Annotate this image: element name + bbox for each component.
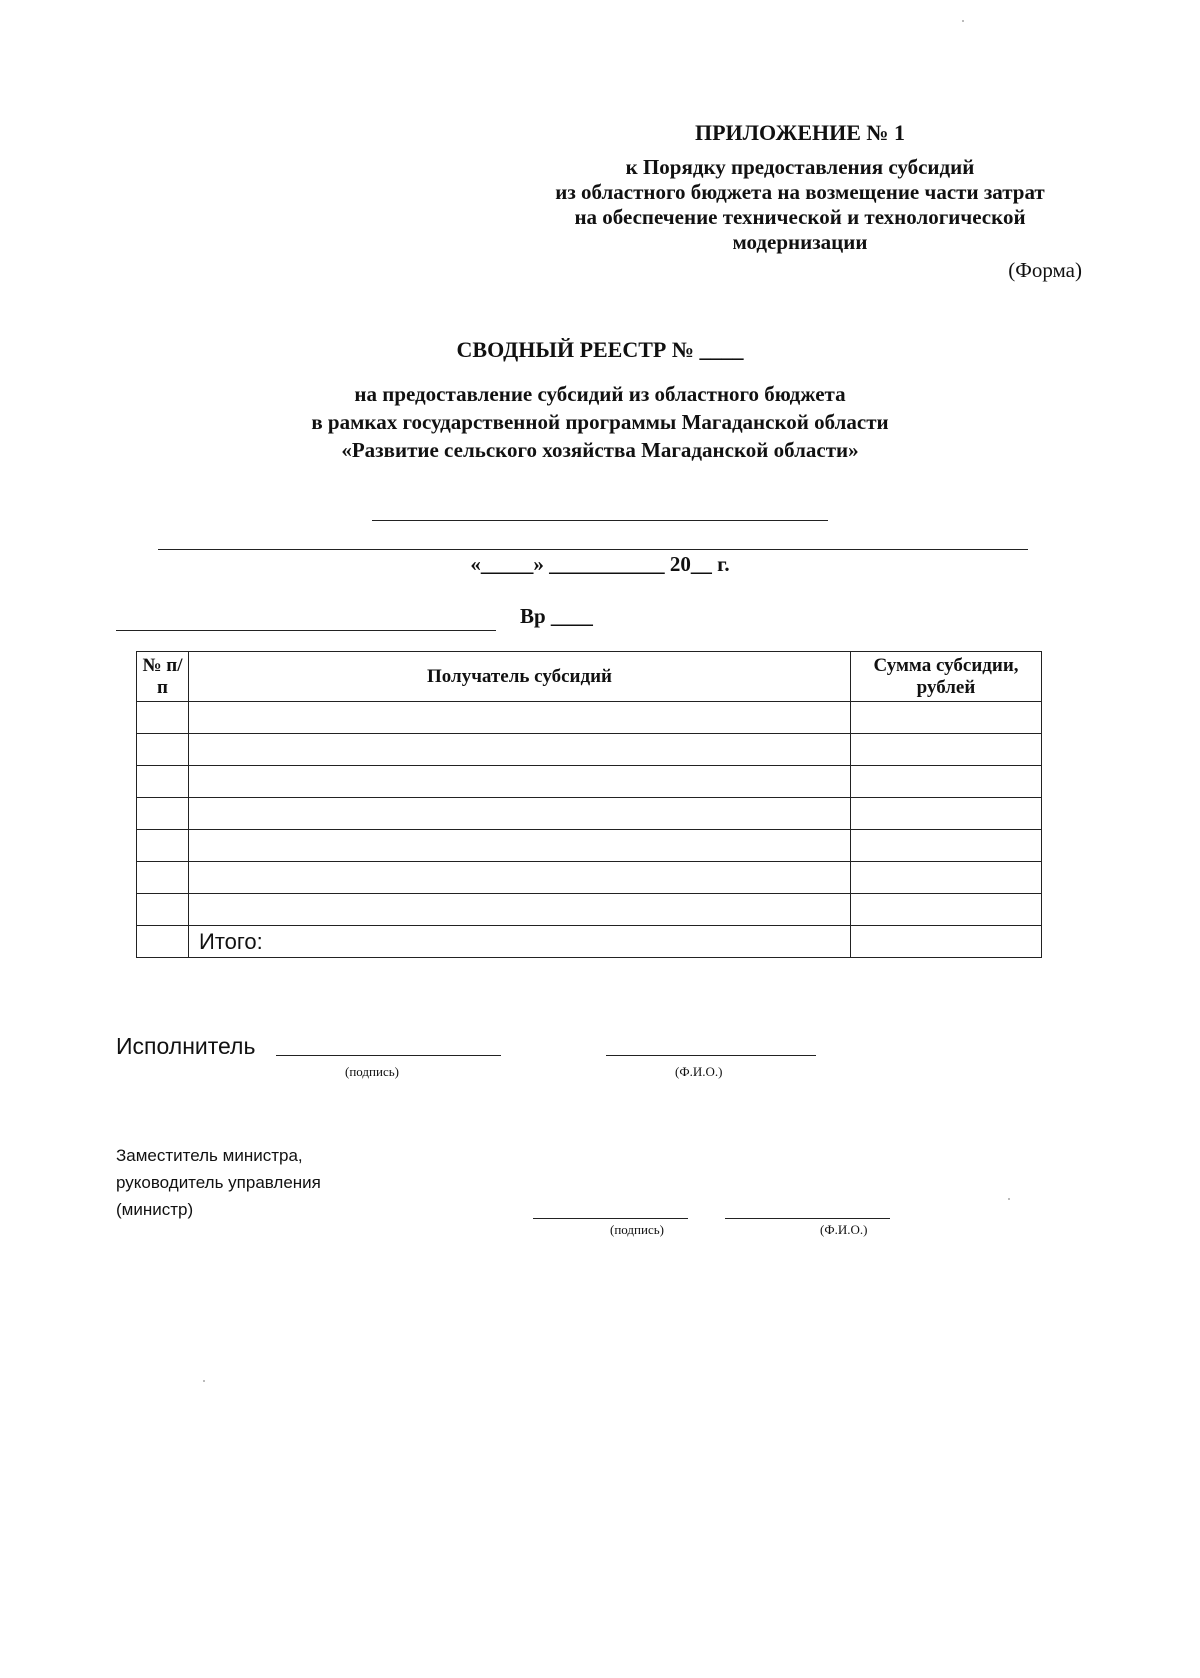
- appendix-subtitle-line: модернизации: [732, 230, 868, 254]
- table-cell[interactable]: [189, 894, 851, 926]
- table-row: [137, 894, 1042, 926]
- table-cell[interactable]: [137, 894, 189, 926]
- col-header-amount: Сумма субсидии, рублей: [851, 652, 1042, 702]
- table-cell[interactable]: [137, 862, 189, 894]
- table-cell[interactable]: [189, 734, 851, 766]
- table-row: [137, 734, 1042, 766]
- blank-line-wide: [158, 549, 1028, 550]
- table-cell[interactable]: [189, 798, 851, 830]
- executor-name-caption: (Ф.И.О.): [675, 1064, 723, 1079]
- table-cell[interactable]: [851, 830, 1042, 862]
- deputy-name-caption: (Ф.И.О.): [820, 1222, 868, 1237]
- deputy-signature-line[interactable]: [533, 1218, 688, 1219]
- table-row: [137, 830, 1042, 862]
- table-cell[interactable]: [851, 798, 1042, 830]
- registry-subtitle-line: «Развитие сельского хозяйства Магаданской области»: [341, 438, 859, 462]
- table-row: [137, 702, 1042, 734]
- table-cell[interactable]: [137, 766, 189, 798]
- table-row: [137, 766, 1042, 798]
- table-cell[interactable]: [189, 702, 851, 734]
- date-row: «_____» ___________ 20__ г.: [470, 552, 730, 576]
- scan-speck: [1008, 1198, 1010, 1200]
- executor-signature-caption: (подпись): [345, 1064, 399, 1079]
- executor-signature-line[interactable]: [276, 1055, 501, 1056]
- total-amount-cell[interactable]: [851, 926, 1042, 958]
- table-cell[interactable]: [851, 734, 1042, 766]
- table-cell[interactable]: [189, 862, 851, 894]
- registry-subtitle: [150, 380, 1050, 464]
- blank-line-top: [372, 520, 828, 521]
- form-label: (Форма): [1008, 258, 1082, 282]
- deputy-name-line[interactable]: [725, 1218, 890, 1219]
- blank-line-left: [116, 630, 496, 631]
- appendix-title: ПРИЛОЖЕНИЕ № 1: [694, 120, 906, 145]
- table-cell[interactable]: [137, 798, 189, 830]
- table-row: [137, 798, 1042, 830]
- total-row: [137, 926, 1042, 958]
- table-cell[interactable]: [189, 766, 851, 798]
- total-label: Итого:: [189, 926, 851, 958]
- executor-name-line[interactable]: [606, 1055, 816, 1056]
- deputy-line: Заместитель министра,: [116, 1146, 303, 1165]
- table-cell[interactable]: [137, 830, 189, 862]
- registry-table: [136, 651, 1042, 958]
- table-header-row: [137, 652, 1042, 702]
- registry-title: СВОДНЫЙ РЕЕСТР № ____: [456, 337, 744, 362]
- table-cell[interactable]: [137, 734, 189, 766]
- table-row: [137, 862, 1042, 894]
- executor-label: Исполнитель: [116, 1033, 256, 1059]
- vr-label: Вр ____: [520, 604, 593, 628]
- registry-subtitle-line: в рамках государственной программы Магаданской области: [311, 410, 889, 434]
- col-header-recipient: Получатель субсидий: [189, 652, 851, 702]
- scan-speck: [203, 1380, 205, 1382]
- table-cell[interactable]: [851, 702, 1042, 734]
- table-cell[interactable]: [851, 862, 1042, 894]
- appendix-subtitle-line: к Порядку предоставления субсидий: [625, 155, 975, 179]
- table-cell[interactable]: [137, 702, 189, 734]
- table-cell[interactable]: [189, 830, 851, 862]
- deputy-minister-block: [116, 1142, 321, 1223]
- scan-speck: [962, 20, 964, 22]
- table-cell[interactable]: [851, 894, 1042, 926]
- table-cell[interactable]: [851, 766, 1042, 798]
- deputy-signature-caption: (подпись): [610, 1222, 664, 1237]
- deputy-line: (министр): [116, 1200, 194, 1219]
- table-cell[interactable]: [137, 926, 189, 958]
- appendix-subtitle: [470, 155, 1130, 255]
- appendix-subtitle-line: на обеспечение технической и технологической: [574, 205, 1026, 229]
- registry-subtitle-line: на предоставление субсидий из областного бюджета: [354, 382, 846, 406]
- appendix-subtitle-line: из областного бюджета на возмещение части затрат: [555, 180, 1045, 204]
- deputy-line: руководитель управления: [116, 1173, 321, 1192]
- col-header-number: № п/п: [137, 652, 189, 702]
